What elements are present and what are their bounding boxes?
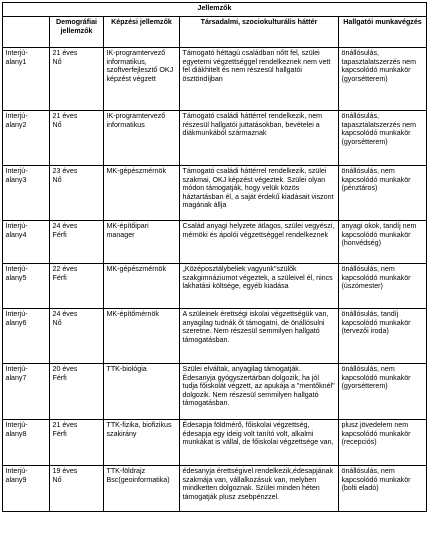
background-cell: Család anyagi helyzete átlagos, szülei vegyészi, mérnöki és ápolói végzettséggel rendelkeznek xyxy=(180,221,339,264)
row-label: Interjú-alany2 xyxy=(3,111,50,166)
demographics-cell xyxy=(50,466,104,512)
characteristics-table xyxy=(2,2,427,512)
demographics-cell xyxy=(50,48,104,111)
background-cell: „Középosztálybeliek vagyunk"szülők szakgimnáziumot végeztek, a szüleivel él, nincs lakhatási költsége, egyéb kiadása xyxy=(180,264,339,309)
training-cell: TTK-földrajz Bsc(geoinformatika) xyxy=(104,466,180,512)
gender: Nő xyxy=(52,175,62,184)
demographics-cell xyxy=(50,221,104,264)
row-label: Interjú-alany7 xyxy=(3,364,50,420)
background-cell: A szüleinek érettségi iskolai végzettségük van, anyagilag tudnák őt támogatni, de önállósulni szeretne. Nem részesül semmilyen hallgató támogatásban. xyxy=(180,309,339,364)
training-cell: TTK-fizika, biofizikus szakirány xyxy=(104,420,180,466)
training-cell: IK-programtervező informatikus xyxy=(104,111,180,166)
header-empty xyxy=(3,17,50,48)
age: 22 éves xyxy=(52,265,78,273)
table-row xyxy=(3,221,427,264)
row-label: Interjú-alany4 xyxy=(3,221,50,264)
training-cell: MK-építőipari manager xyxy=(104,221,180,264)
work-cell: önállósulás, nem kapcsolódó munkakör (úszómester) xyxy=(339,264,427,309)
demographics-cell xyxy=(50,264,104,309)
table-row xyxy=(3,309,427,364)
age: 20 éves xyxy=(52,365,78,373)
training-cell: MK-építőmérnök xyxy=(104,309,180,364)
table-row xyxy=(3,420,427,466)
work-cell: önállósulás, nem kapcsolódó munkakör (bolti eladó) xyxy=(339,466,427,512)
work-cell: önállósulás, tandíj kapcsolódó munkakör (tervezői iroda) xyxy=(339,309,427,364)
age: 21 éves xyxy=(52,49,78,57)
age: 21 éves xyxy=(52,112,78,120)
header-student-work: Hallgatói munkavégzés xyxy=(339,17,427,48)
row-label: Interjú-alany6 xyxy=(3,309,50,364)
table-row xyxy=(3,264,427,309)
table-title: Jellemzők xyxy=(3,3,427,17)
work-cell: önállósulás, nem kapcsolódó munkakör (pénztáros) xyxy=(339,166,427,221)
training-cell: IK-programtervező informatikus, szoftverfejlesztő OKJ képzést végzett xyxy=(104,48,180,111)
gender: Nő xyxy=(52,318,62,327)
background-cell: Szülei elváltak, anyagilag támogatják. Édesanyja gyógyszertárban dolgozik, ha jól tudja főiskolát végzett, az apukája a "mentőknél" dolgozik. Nem részesül semmilyen hallgató támogatásban. xyxy=(180,364,339,420)
demographics-cell xyxy=(50,309,104,364)
background-cell: édesanyja érettségivel rendelkezik,édesapjának szakmája van, vállalkozásuk van, melyben mindketten dolgoznak. Szülei minden héten támogatják plusz zsebpénzzel. xyxy=(180,466,339,512)
header-row xyxy=(3,17,427,48)
gender: Nő xyxy=(52,57,62,66)
gender: Férfi xyxy=(52,429,67,438)
background-cell: Támogató családi háttérrel rendelkezik, szülei szakmai, OKJ képzést végeztek. Szülei olyan módon támogatják, hogy velük közös háztartásban él, a saját érdekű kiadásait viszont magának állja xyxy=(180,166,339,221)
training-cell: MK-gépészmérnök xyxy=(104,166,180,221)
age: 23 éves xyxy=(52,167,78,175)
gender: Nő xyxy=(52,120,62,129)
header-training: Képzési jellemzők xyxy=(104,17,180,48)
header-background: Társadalmi, szociokulturális háttér xyxy=(180,17,339,48)
gender: Férfi xyxy=(52,273,67,282)
gender: Férfi xyxy=(52,230,67,239)
row-label: Interjú-alany9 xyxy=(3,466,50,512)
row-label: Interjú-alany3 xyxy=(3,166,50,221)
work-cell: önállósulás, tapasztalatszerzés nem kapcsolódó munkakör (gyorsétterem) xyxy=(339,48,427,111)
header-demographics-text: Demográfiai jellemzők xyxy=(56,18,97,35)
background-cell: Támogató családi háttérrel rendelkezik, nem részesül hallgatói juttatásokban, bevételei a diákmunkából származnak xyxy=(180,111,339,166)
table-row xyxy=(3,48,427,111)
work-cell: önállósulás, tapasztalatszerzés nem kapcsolódó munkakör (gyorsétterem) xyxy=(339,111,427,166)
work-cell: anyagi okok, tandíj nem kapcsolódó munkakör (honvédség) xyxy=(339,221,427,264)
training-cell: MK-gépészmérnök xyxy=(104,264,180,309)
table-row xyxy=(3,111,427,166)
row-label: Interjú-alany5 xyxy=(3,264,50,309)
age: 19 éves xyxy=(52,467,78,475)
age: 24 éves xyxy=(52,222,78,230)
background-cell: Támogató héttagú családban nőtt fel, szülei egyetemi végzettséggel rendelkeznek nem vett fel diákhitelt és nem részesül hallgatói ösztöndíjban xyxy=(180,48,339,111)
row-label: Interjú-alany1 xyxy=(3,48,50,111)
gender: Nő xyxy=(52,475,62,484)
demographics-cell xyxy=(50,166,104,221)
demographics-cell xyxy=(50,111,104,166)
table-row xyxy=(3,166,427,221)
table-row xyxy=(3,466,427,512)
age: 21 éves xyxy=(52,421,78,429)
header-demographics xyxy=(50,17,104,48)
age: 24 éves xyxy=(52,310,78,318)
table-row xyxy=(3,364,427,420)
work-cell: plusz jövedelem nem kapcsolódó munkakör (recepciós) xyxy=(339,420,427,466)
demographics-cell xyxy=(50,364,104,420)
demographics-cell xyxy=(50,420,104,466)
row-label: Interjú-alany8 xyxy=(3,420,50,466)
title-row xyxy=(3,3,427,17)
training-cell: TTK-biológia xyxy=(104,364,180,420)
work-cell: önállósulás, nem kapcsolódó munkakör (gyorsétterem) xyxy=(339,364,427,420)
gender: Férfi xyxy=(52,373,67,382)
background-cell: Édesapja földmérő, főiskolai végzettség, édesapja egy ideig volt tanító volt, alkalmi munkákat is vállal, de főiskolai végzettsége van, xyxy=(180,420,339,466)
